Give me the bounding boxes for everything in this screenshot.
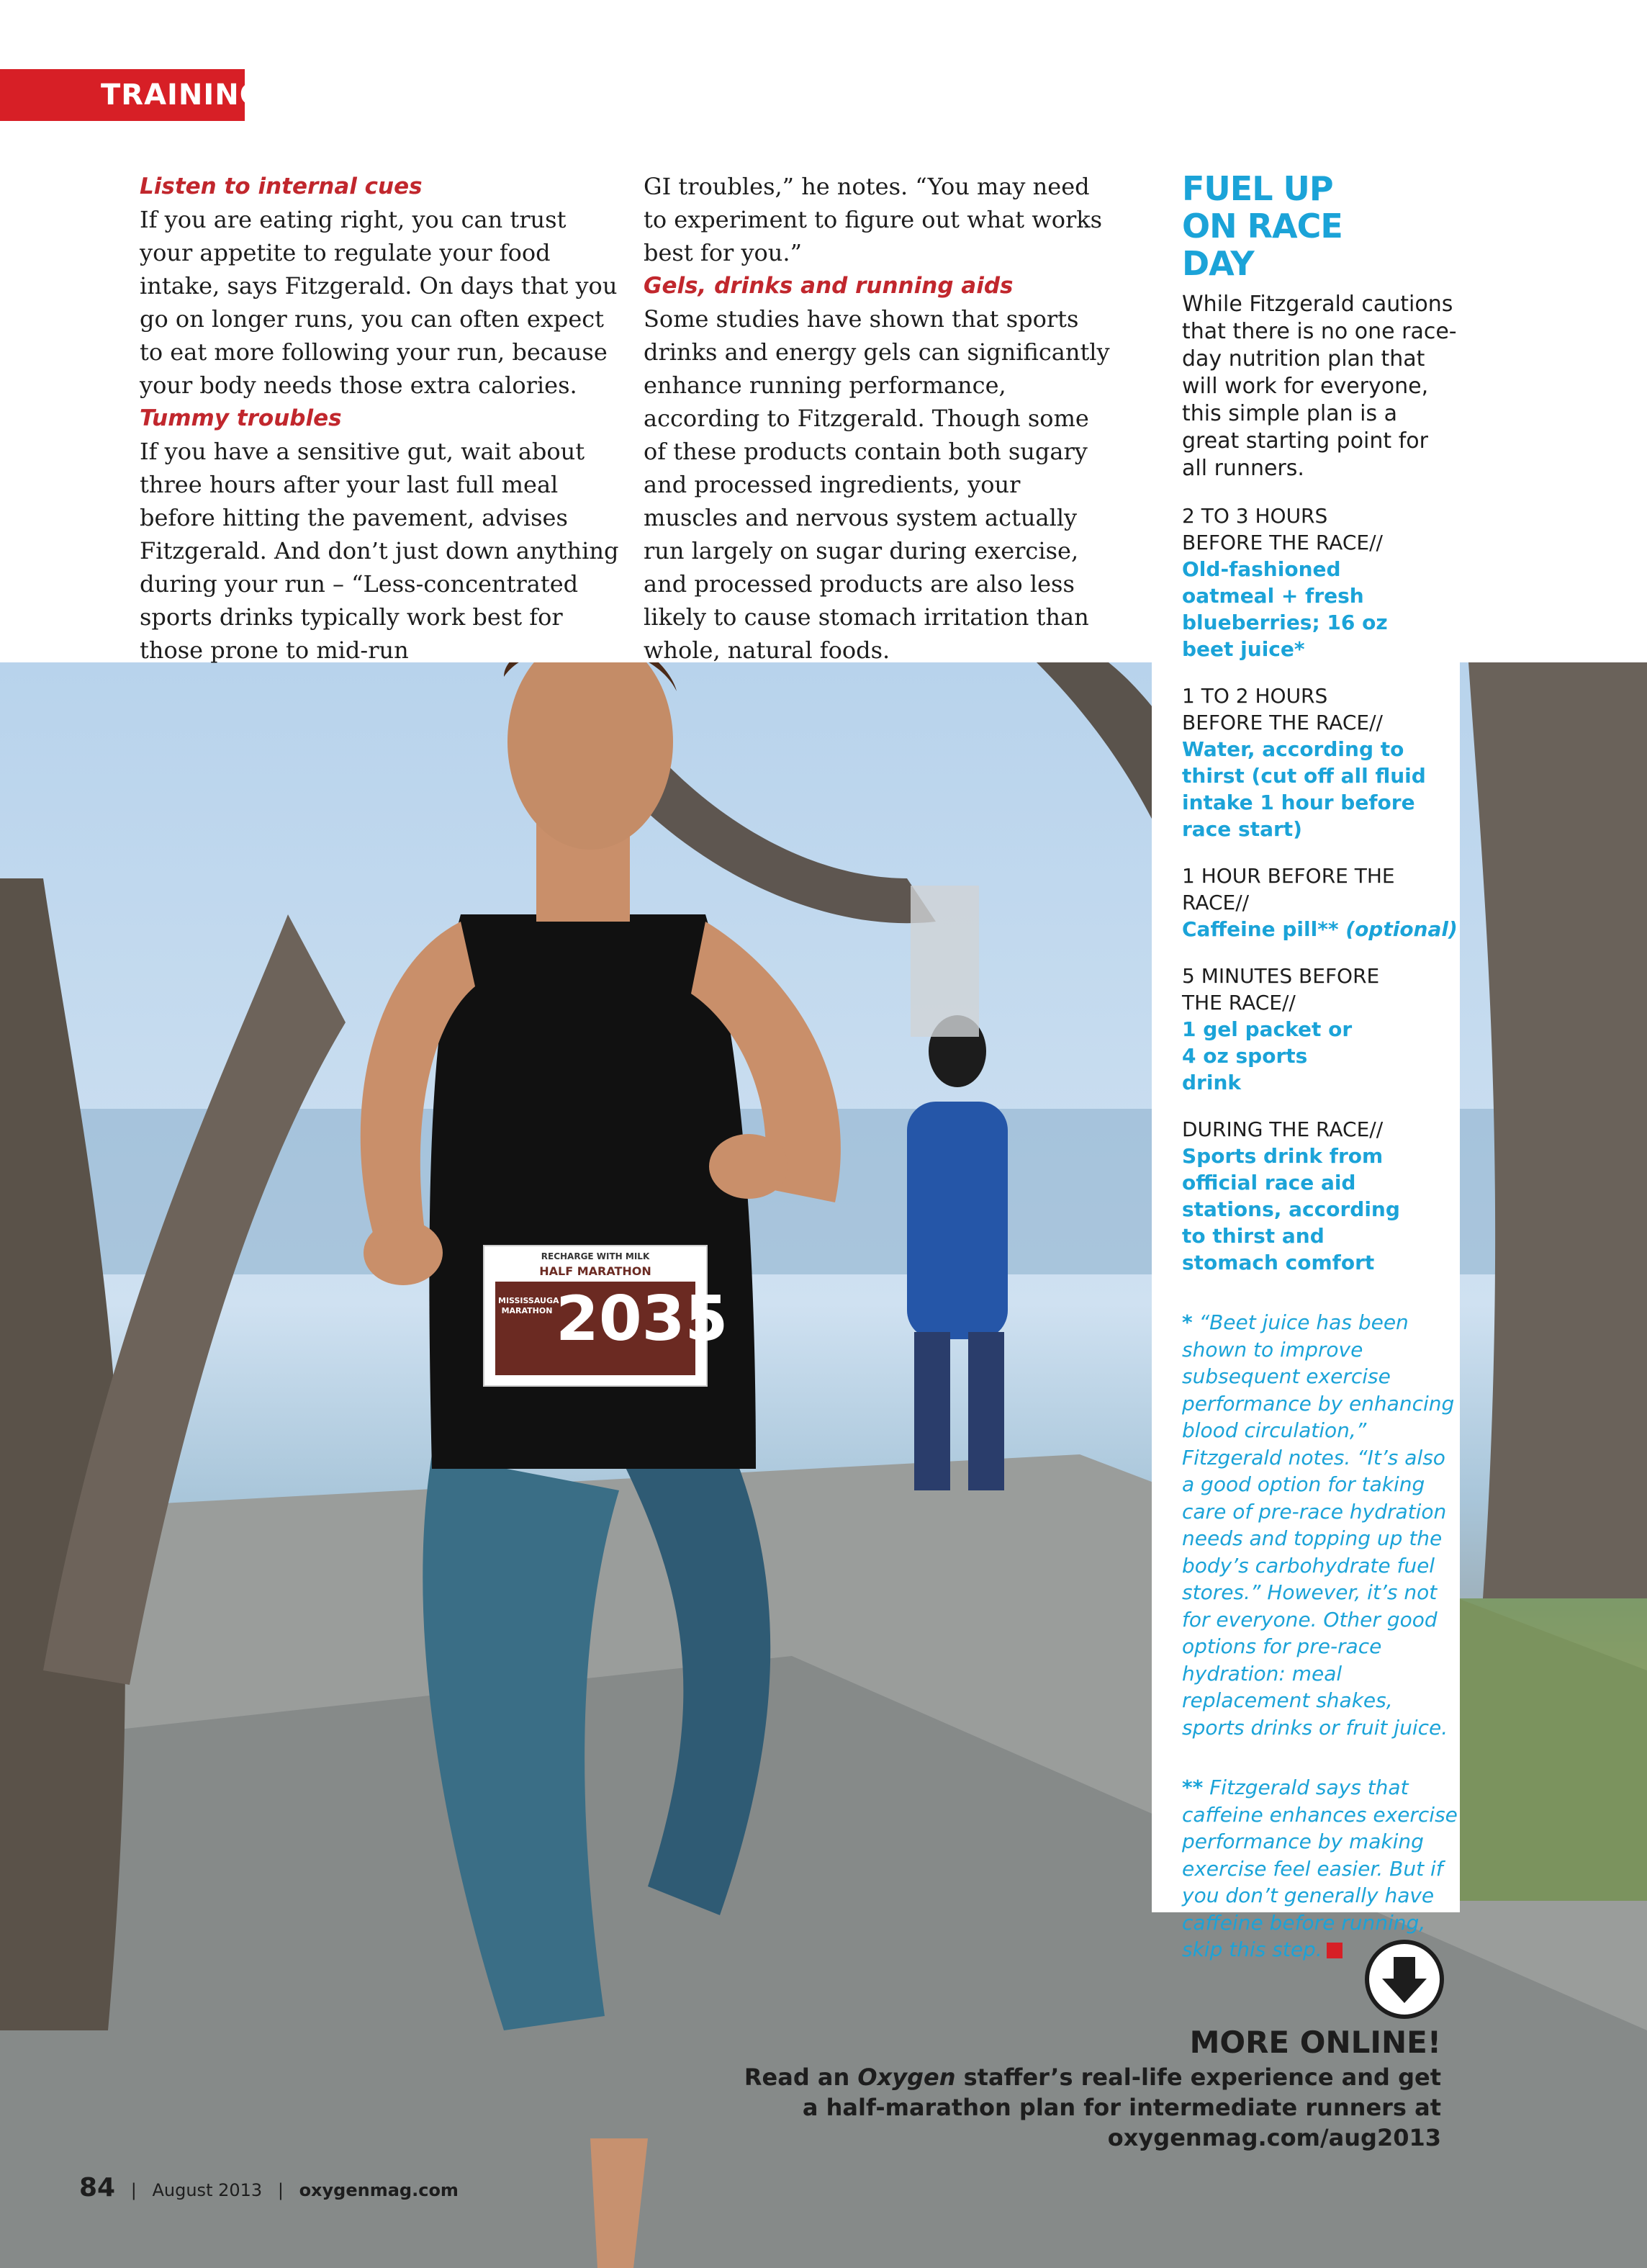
fuel-up-sidebar <box>1152 169 1460 1961</box>
footnote-mark: ** <box>1182 1776 1204 1799</box>
step-food-main: Caffeine pill** <box>1182 917 1339 941</box>
footnote-mark: * <box>1182 1310 1193 1334</box>
sidebar-title: FUEL UP ON RACE DAY <box>1182 169 1343 283</box>
footnote-beet-juice <box>1182 1309 1460 1741</box>
step-1-2-hours <box>1182 683 1460 842</box>
footer-separator: | <box>130 2180 137 2200</box>
down-arrow-circle-icon[interactable] <box>1365 1940 1444 2019</box>
bib-sponsor-text: RECHARGE WITH MILK <box>541 1251 650 1261</box>
page-number: 84 <box>79 2173 116 2202</box>
page-footer <box>79 2173 459 2202</box>
footnote-text: Fitzgerald says that caffeine enhances exercise performance by making exercise feel easier. But if you don’t generally have caffeine before running, skip this step. <box>1182 1776 1458 1961</box>
footnote-text: “Beet juice has been shown to improve subsequent exercise performance by enhancing blood circulation,” Fitzgerald notes. “It’s also a good option for taking care of pre-race hydration needs and topping up the body’s carbohydrate fuel stores.” However, it’s not for everyone. Other good options for pre-race hydration: meal replacement shakes, sports drinks or fruit juice. <box>1182 1310 1455 1740</box>
paragraph-tummy-troubles: If you have a sensitive gut, wait about three hours after your last full meal before hitting the pavement, advises Fitzgerald. And don’t just down anything during your run – “Less-concentrated sports drinks typically work best for those prone to mid-run <box>140 438 619 664</box>
step-food: Sports drink from official race aid stations, according to thirst and stomach comfort <box>1182 1144 1400 1274</box>
step-food: Water, according to thirst (cut off all fluid intake 1 hour before race start) <box>1182 737 1426 841</box>
more-online-text: Read an <box>744 2064 858 2091</box>
subhead-tummy-troubles: Tummy troubles <box>140 405 342 431</box>
bib-badge: MISSISSAUGA MARATHON <box>498 1296 559 1315</box>
step-food-optional: (optional) <box>1345 917 1458 941</box>
sidebar-intro: While Fitzgerald cautions that there is no one race-day nutrition plan that will work for everyone, this simple plan is a great starting point for all runners. <box>1182 292 1457 481</box>
step-time: 1 HOUR BEFORE THE RACE// <box>1182 864 1395 914</box>
magazine-name: Oxygen <box>857 2064 956 2091</box>
footnote-caffeine <box>1182 1774 1460 1963</box>
step-2-3-hours <box>1182 503 1460 662</box>
footer-website[interactable]: oxygenmag.com <box>299 2180 459 2200</box>
more-online-title: MORE ONLINE! <box>1189 2025 1441 2060</box>
section-tag-label: TRAINING <box>101 78 264 112</box>
more-online-promo <box>721 2023 1441 2153</box>
step-time: 5 MINUTES BEFORE THE RACE// <box>1182 964 1380 1014</box>
paragraph-gels-drinks: Some studies have shown that sports drinks and energy gels can significantly enhance running performance, according to Fitzgerald. Though some of these products contain both sugary and processed ingredients, your muscles and nervous system actually run largely on sugar during exercise, and processed products are also less likely to cause stomach irritation than whole, natural foods. <box>644 305 1110 664</box>
bib-number: 2035 <box>556 1283 728 1355</box>
footer-separator: | <box>277 2180 284 2200</box>
paragraph-continued: GI troubles,” he notes. “You may need to experiment to figure out what works best for you.” <box>644 173 1103 266</box>
more-online-line-1 <box>721 2062 1441 2092</box>
paragraph-internal-cues: If you are eating right, you can trust your appetite to regulate your food intake, says Fitzgerald. On days that you go on longer runs, you can often expect to eat more following your run, because your body needs those extra calories. <box>140 206 618 399</box>
bib-event-text: HALF MARATHON <box>539 1264 651 1278</box>
step-time: 1 TO 2 HOURS BEFORE THE RACE// <box>1182 684 1383 734</box>
step-food <box>1182 916 1460 942</box>
section-tag <box>0 69 264 121</box>
subhead-gels-drinks: Gels, drinks and running aids <box>644 273 1014 299</box>
more-online-link[interactable]: oxygenmag.com/aug2013 <box>1107 2124 1441 2151</box>
step-time: 2 TO 3 HOURS BEFORE THE RACE// <box>1182 504 1383 554</box>
end-square-icon <box>1327 1943 1343 1958</box>
column-1 <box>140 170 623 667</box>
column-2 <box>644 170 1119 667</box>
step-during-race <box>1182 1116 1460 1276</box>
subhead-internal-cues: Listen to internal cues <box>140 174 423 199</box>
step-5-minutes <box>1182 963 1460 1096</box>
step-food: Old-fashioned oatmeal + fresh blueberries; 16 oz beet juice* <box>1182 557 1388 661</box>
step-food: 1 gel packet or 4 oz sports drink <box>1182 1017 1353 1094</box>
issue-date: August 2013 <box>152 2180 263 2200</box>
more-online-line-2: a half-marathon plan for intermediate runners at <box>802 2094 1441 2121</box>
more-online-text: staffer’s real-life experience and get <box>955 2064 1441 2091</box>
step-1-hour <box>1182 863 1460 942</box>
step-time: DURING THE RACE// <box>1182 1117 1384 1141</box>
race-bib <box>484 1246 728 1386</box>
